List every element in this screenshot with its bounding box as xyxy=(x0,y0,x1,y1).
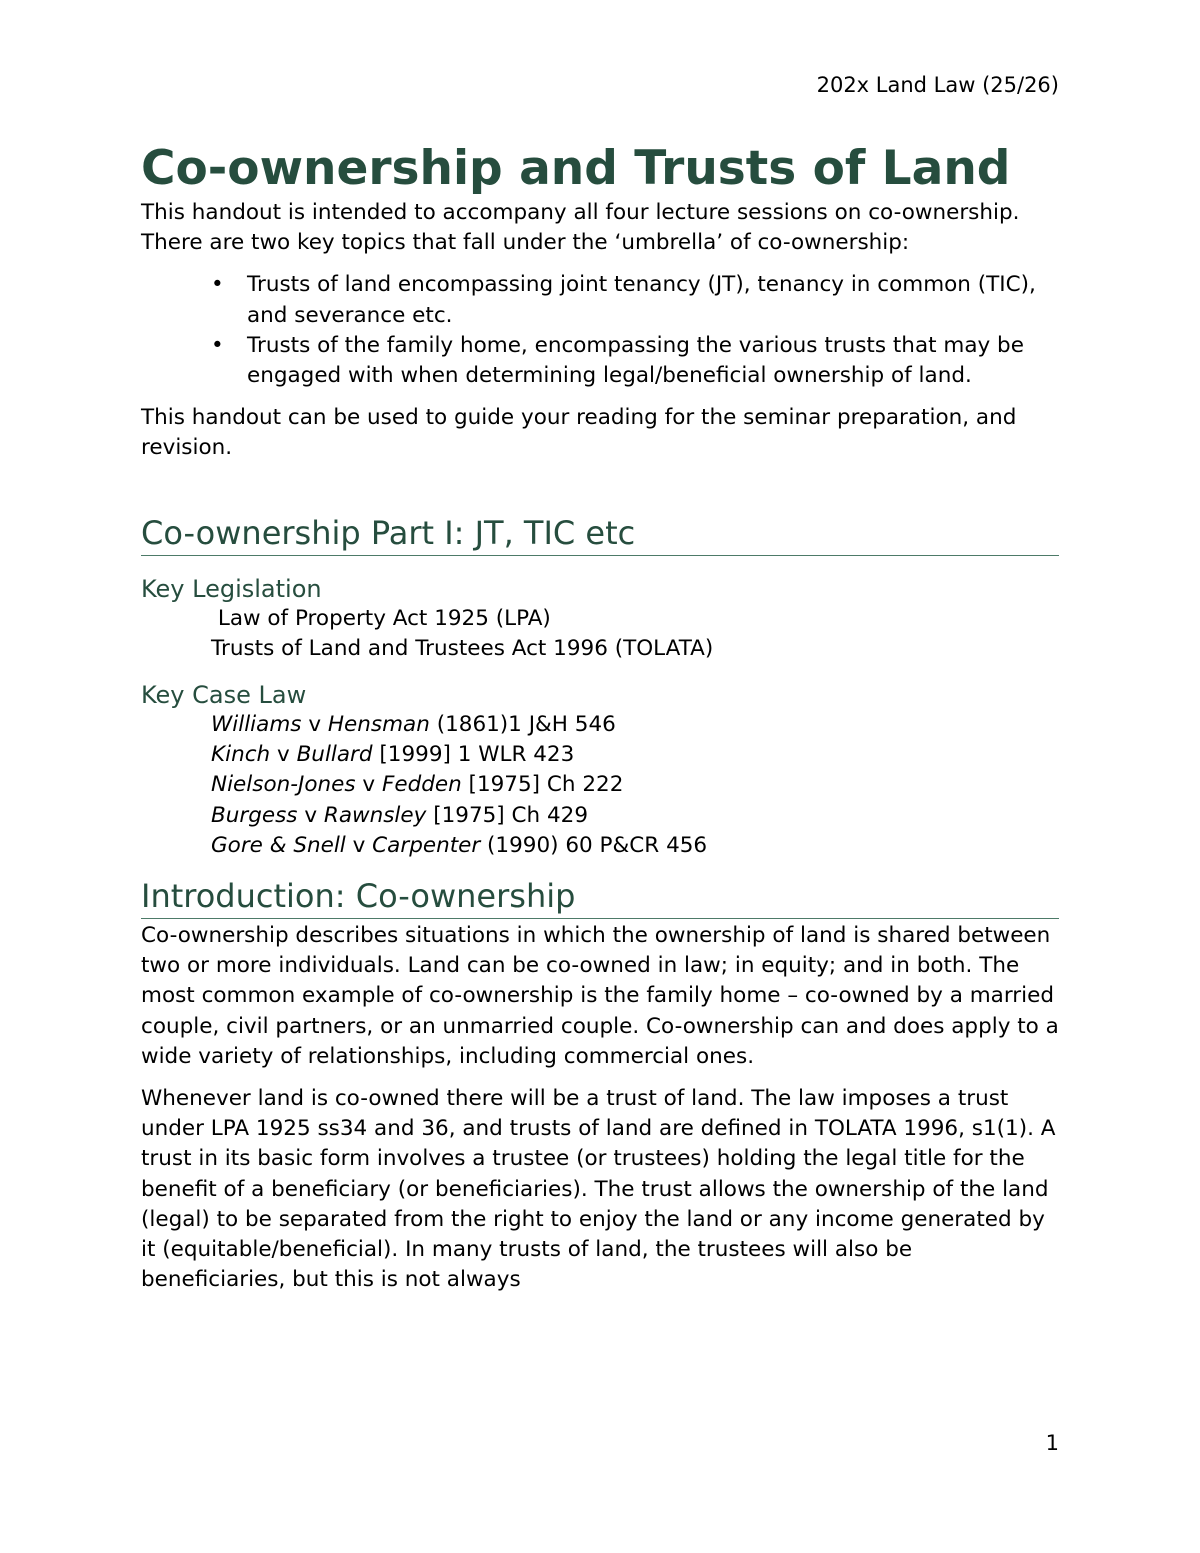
intro-paragraph: This handout is intended to accompany all four lecture sessions on co-ownership. There are two key topics that fall under the ‘umbrella’ of co-ownership: xyxy=(141,200,1020,256)
case-versus: v xyxy=(355,772,382,798)
running-header: 202x Land Law (25/26) xyxy=(816,73,1059,97)
case-party: Burgess xyxy=(211,802,298,828)
case-versus: v xyxy=(270,742,297,768)
case-versus: v xyxy=(301,712,328,738)
case-citation: [1975] Ch 222 xyxy=(461,772,624,798)
introduction-paragraph: Whenever land is co-owned there will be a trust of land. The law imposes a trust under LPA 1925 ss34 and 36, and trusts of land are defined in TOLATA 1996, s1(1). A trust in its basic form involves a trustee (or trustees) holding the legal title for the benefit of a beneficiary (or beneficiaries). The trust allows the ownership of the land (legal) to be separated from the right to enjoy the land or any income generated by it (equitable/beneficial). In many trusts of land, the trustees will also be beneficiaries, but this is not always xyxy=(141,1086,1056,1293)
part1-heading: Co-ownership Part I: JT, TIC etc xyxy=(141,512,1059,556)
case-entry xyxy=(141,770,1059,800)
bullet-icon: • xyxy=(211,332,224,358)
legislation-item: Law of Property Act 1925 (LPA) xyxy=(211,605,551,631)
case-versus: v xyxy=(345,832,373,858)
case-versus: v xyxy=(297,802,324,828)
topics-list xyxy=(141,270,1059,391)
case-citation: [1975] Ch 429 xyxy=(426,802,589,828)
case-entry xyxy=(141,740,1059,770)
key-legislation-heading: Key Legislation xyxy=(141,574,322,603)
case-citation: (1861)1 J&H 546 xyxy=(429,712,616,738)
list-item-text: Trusts of land encompassing joint tenancy (JT), tenancy in common (TIC), and severance etc. xyxy=(247,272,1036,328)
introduction-paragraph: Co-ownership describes situations in which the ownership of land is shared between two or more individuals. Land can be co-owned in law; in equity; and in both. The most common example of co-ownership is the family home – co-owned by a married couple, civil partners, or an unmarried couple. Co-ownership can and does apply to a wide variety of relationships, including commercial ones. xyxy=(141,923,1059,1069)
case-party: Bullard xyxy=(296,742,373,768)
case-entry xyxy=(141,831,1059,861)
case-citation: (1990) 60 P&CR 456 xyxy=(480,832,708,858)
list-item xyxy=(211,331,1059,391)
case-party: Kinch xyxy=(211,742,271,768)
page-number: 1 xyxy=(1045,1431,1059,1455)
case-party: Nielson-Jones xyxy=(211,772,356,798)
document-body xyxy=(141,140,1059,1295)
list-item xyxy=(211,270,1059,330)
document-title: Co-ownership and Trusts of Land xyxy=(141,141,1011,196)
case-party: Williams xyxy=(211,712,302,738)
introduction-heading: Introduction: Co-ownership xyxy=(141,875,1059,919)
case-party: Carpenter xyxy=(372,832,481,858)
case-entry xyxy=(141,710,1059,740)
case-party: Hensman xyxy=(327,712,430,738)
bullet-icon: • xyxy=(211,272,224,298)
legislation-item: Trusts of Land and Trustees Act 1996 (TOLATA) xyxy=(211,635,714,661)
case-party: Fedden xyxy=(381,772,462,798)
case-party: Gore & Snell xyxy=(211,832,346,858)
case-party: Rawnsley xyxy=(323,802,427,828)
case-entry xyxy=(141,801,1059,831)
guide-paragraph: This handout can be used to guide your reading for the seminar preparation, and revision. xyxy=(141,405,1017,461)
case-citation: [1999] 1 WLR 423 xyxy=(372,742,575,768)
key-case-law-heading: Key Case Law xyxy=(141,681,307,710)
list-item-text: Trusts of the family home, encompassing the various trusts that may be engaged with when determining legal/beneficial ownership of land. xyxy=(247,332,1024,389)
